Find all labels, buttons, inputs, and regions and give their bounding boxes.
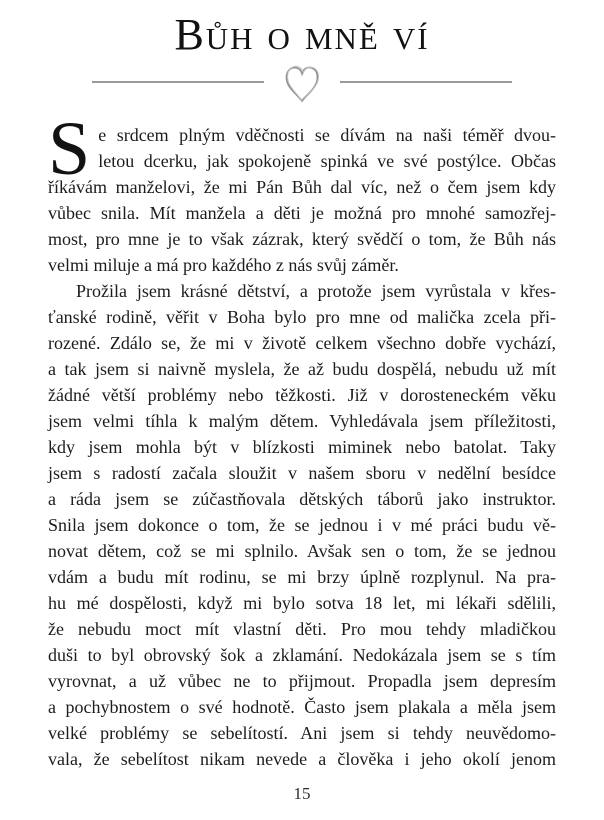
text-line: a ráda jsem se zúčastňovala dětských táborů jako instruktor. — [48, 489, 556, 510]
text-line: kdy jsem mohla být v blízkosti miminek nebo batolat. Taky — [48, 437, 556, 458]
text-line: vůbec snila. Mít manžela a děti je možná pro mnohé samozřej- — [48, 203, 556, 224]
page-title: Bůh o mně ví — [174, 10, 430, 59]
text-line: žádné větší problémy nebo těžkosti. Již v dorosteneckém věku — [48, 385, 556, 406]
text-line: ťanské rodině, věřit v Boha bylo pro mne od malička zcela při- — [48, 307, 556, 328]
page-number: 15 — [293, 784, 311, 803]
text-line: jsem velmi tíhla k malým dětem. Vyhledávala jsem příležitosti, — [48, 411, 556, 432]
text-line: letou dcerku, jak spokojeně spinká ve své postýlce. Občas — [98, 151, 556, 172]
text-line: jsem s radostí začala sloužit v našem sboru v nedělní besídce — [48, 463, 556, 484]
text-line: Prožila jsem krásné dětství, a protože jsem vyrůstala v křes- — [76, 281, 556, 302]
text-line: a tak jsem si naivně myslela, že až budu dospělá, nebudu už mít — [48, 359, 556, 380]
drop-cap: S — [48, 107, 91, 192]
text-line: a pochybnostem o své hodnotě. Často jsem plakala a měla jsem — [48, 697, 556, 718]
text-line: velké problémy se sebelítostí. Ani jsem si tehdy neuvědomo- — [48, 723, 556, 744]
text-line: že nebudu moct mít vlastní děti. Pro mou tehdy mladičkou — [48, 619, 556, 640]
title-divider — [92, 62, 512, 106]
body-text — [0, 107, 604, 772]
text-line: velmi miluje a má pro každého z nás svůj záměr. — [48, 255, 399, 276]
paragraph-1 — [48, 107, 556, 278]
text-line: rozené. Zdálo se, že mi v životě celkem všechno dobře vychází, — [48, 333, 556, 354]
text-line: vala, že sebelítost nikam nevede a člověka i jeho okolí jenom — [48, 749, 556, 770]
text-line: most, pro mne je to však zázrak, který svědčí o tom, že Bůh nás — [48, 229, 556, 250]
divider-line-left — [92, 81, 264, 83]
text-line: hu mé dospělosti, když mi bylo sotva 18 let, mi lékaři sdělili, — [48, 593, 556, 614]
text-line: vdám a budu mít rodinu, se mi brzy úplně rozplynul. Na pra- — [48, 567, 556, 588]
text-line: říkávám manželovi, že mi Pán Bůh dal víc, než o čem jsem kdy — [48, 177, 556, 198]
text-line: e srdcem plným vděčnosti se dívám na naši téměř dvou- — [98, 125, 556, 146]
text-line: duši to byl obrovský šok a zklamání. Nedokázala jsem se s tím — [48, 645, 556, 666]
heart-icon — [281, 62, 323, 106]
divider-line-right — [340, 81, 512, 83]
paragraph-2 — [48, 278, 556, 772]
text-line: novat dětem, což se mi splnilo. Avšak sen o tom, že se jednou — [48, 541, 556, 562]
text-line: vyrovnat, a už vůbec ne to přijmout. Propadla jsem depresím — [48, 671, 556, 692]
text-line: Snila jsem dokonce o tom, že se jednou i v mé práci budu vě- — [48, 515, 556, 536]
